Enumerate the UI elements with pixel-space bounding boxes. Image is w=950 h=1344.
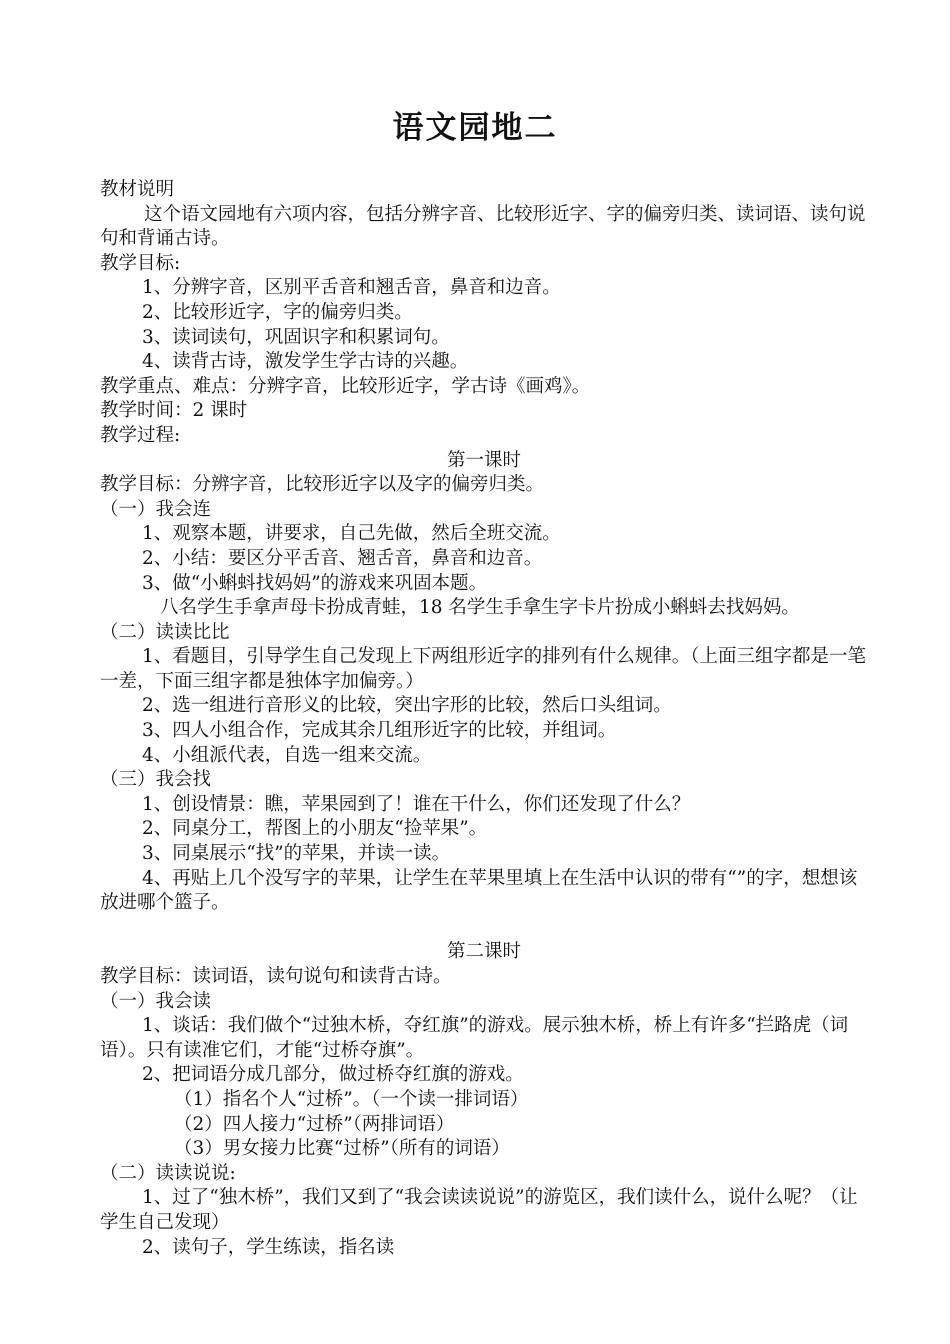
section-heading: 教材说明 bbox=[100, 179, 175, 200]
list-item: 1、过了“独木桥”，我们又到了“我会读读说说”的游览区，我们读什么，说什么呢？（让学生自己发现） bbox=[100, 1187, 858, 1233]
document-body bbox=[100, 178, 868, 1260]
list-item: 3、做“小蝌蚪找妈妈”的游戏来巩固本题。 bbox=[142, 572, 488, 594]
subsection-heading: （二）读读说说: bbox=[100, 1162, 236, 1184]
section-heading: 教学目标：分辨字音，比较形近字以及字的偏旁归类。 bbox=[100, 474, 545, 496]
list-item: 2、同桌分工，帮图上的小朋友“捡苹果”。 bbox=[142, 818, 488, 840]
list-item: 1、看题目，引导学生自己发现上下两组形近字的排列有什么规律。（上面三组字都是一笔一差，下面三组字都是独体字加偏旁。） bbox=[100, 646, 867, 692]
section-heading: 教学过程: bbox=[100, 424, 181, 446]
list-item: 2、读句子，学生练读，指名读 bbox=[142, 1236, 395, 1258]
list-item: 1、创设情景：瞧，苹果园到了！谁在干什么，你们还发现了什么？ bbox=[142, 793, 691, 815]
section-heading: 教学目标：读词语，读句说句和读背古诗。 bbox=[100, 966, 452, 987]
list-item: 1、分辨字音，区别平舌音和翘舌音，鼻音和边音。 bbox=[142, 277, 561, 299]
list-item: 1、谈话：我们做个“过独木桥，夺红旗”的游戏。展示独木桥，桥上有许多“拦路虎（词语）。只有读准它们，才能“过桥夺旗”。 bbox=[100, 1015, 849, 1061]
sub-list-item: （3）男女接力比赛“过桥”（所有的词语） bbox=[174, 1138, 510, 1160]
lesson-heading: 第二课时 bbox=[446, 941, 521, 963]
list-item: 2、小结：要区分平舌音、翘舌音，鼻音和边音。 bbox=[142, 547, 543, 569]
list-item: 1、观察本题，讲要求，自己先做，然后全班交流。 bbox=[142, 523, 561, 545]
list-item: 3、同桌展示“找”的苹果，并读一读。 bbox=[142, 843, 451, 865]
section-heading: 教学目标: bbox=[100, 252, 181, 274]
subsection-heading: （二）读读比比 bbox=[100, 621, 230, 643]
list-item: 4、再贴上几个没写字的苹果，让学生在苹果里填上在生活中认识的带有“”的字，想想该放进哪个篮子。 bbox=[100, 867, 858, 914]
subsection-heading: （三）我会找 bbox=[100, 769, 212, 791]
subsection-heading: （一）我会连 bbox=[100, 498, 212, 520]
section-heading: 教学时间：2 课时 bbox=[100, 400, 248, 422]
lesson-heading: 第一课时 bbox=[446, 449, 521, 471]
document-title: 语文园地二 bbox=[392, 110, 558, 146]
spacer bbox=[100, 916, 868, 941]
list-item: 2、选一组进行音形义的比较，突出字形的比较，然后口头组词。 bbox=[142, 695, 672, 717]
section-heading: 教学重点、难点：分辨字音，比较形近字，学古诗《画鸡》。 bbox=[100, 375, 591, 397]
subsection-heading: （一）我会读 bbox=[100, 990, 212, 1012]
paragraph: 八名学生手拿声母卡扮成青蛙，18 名学生手拿生字卡片扮成小蝌蚪去找妈妈。 bbox=[160, 597, 800, 619]
list-item: 3、读词读句，巩固识字和积累词句。 bbox=[142, 326, 450, 348]
list-item: 2、比较形近字，字的偏旁归类。 bbox=[142, 301, 413, 323]
paragraph: 这个语文园地有六项内容，包括分辨字音、比较形近字、字的偏旁归类、读词语、读句说句和背诵古诗。 bbox=[100, 203, 866, 250]
sub-list-item: （1）指名个人“过桥”。（一个读一排词语） bbox=[174, 1088, 529, 1110]
list-item: 4、读背古诗，激发学生学古诗的兴趣。 bbox=[142, 351, 469, 373]
sub-list-item: （2）四人接力“过桥”（两排词语） bbox=[174, 1113, 455, 1135]
list-item: 3、四人小组合作，完成其余几组形近字的比较，并组词。 bbox=[142, 720, 617, 742]
list-item: 4、小组派代表，自选一组来交流。 bbox=[142, 744, 432, 766]
list-item: 2、把词语分成几部分，做过桥夺红旗的游戏。 bbox=[142, 1064, 524, 1086]
